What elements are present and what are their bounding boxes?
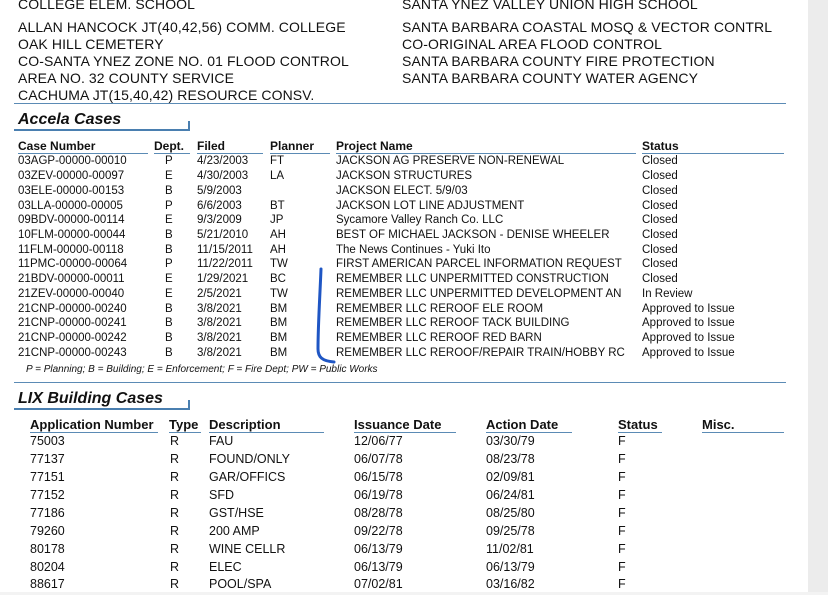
description: GST/HSE	[209, 506, 264, 520]
handwritten-bracket-mark	[300, 265, 340, 369]
filed-date: 11/22/2011	[197, 258, 253, 270]
case-number: 21CNP-00000-00242	[18, 332, 127, 344]
status: F	[618, 452, 626, 466]
planner: LA	[270, 170, 285, 182]
application-number: 75003	[30, 434, 65, 448]
project-name: The News Continues - Yuki Ito	[336, 244, 491, 256]
type: R	[170, 560, 180, 574]
status: Approved to Issue	[642, 347, 735, 359]
action-date: 09/25/78	[486, 524, 535, 538]
district-item: SANTA BARBARA COASTAL MOSQ & VECTOR CONTRL	[402, 19, 773, 35]
type: R	[170, 524, 180, 538]
planner: BM	[270, 347, 288, 359]
action-date: 08/25/80	[486, 506, 535, 520]
table-row	[0, 434, 808, 452]
case-number: 21BDV-00000-00011	[18, 273, 125, 285]
status: Closed	[642, 273, 678, 285]
type: R	[170, 488, 180, 502]
status: Closed	[642, 185, 678, 197]
col-status: Status	[642, 139, 679, 153]
issuance-date: 07/02/81	[354, 577, 403, 591]
dept: P	[165, 155, 173, 167]
dept: P	[165, 258, 173, 270]
header-underline	[197, 153, 263, 154]
dept: B	[165, 303, 173, 315]
col-type: Type	[169, 417, 199, 432]
header-underline	[30, 432, 158, 433]
planner: BC	[270, 273, 286, 285]
status: Closed	[642, 155, 678, 167]
status: Closed	[642, 200, 678, 212]
case-number: 10FLM-00000-00044	[18, 229, 126, 241]
status: Closed	[642, 244, 678, 256]
district-item: OAK HILL CEMETERY	[18, 36, 164, 52]
status: F	[618, 542, 626, 556]
filed-date: 3/8/2021	[197, 332, 242, 344]
header-underline	[702, 432, 784, 433]
application-number: 88617	[30, 577, 65, 591]
col-description: Description	[209, 417, 281, 432]
dept: P	[165, 200, 173, 212]
table-row	[0, 244, 808, 259]
action-date: 02/09/81	[486, 470, 535, 484]
status: F	[618, 434, 626, 448]
lix-title-underline	[14, 400, 190, 410]
col-dept: Dept.	[154, 139, 184, 153]
case-number: 03LLA-00000-00005	[18, 200, 123, 212]
case-number: 03ELE-00000-00153	[18, 185, 125, 197]
table-row	[0, 155, 808, 170]
description: FOUND/ONLY	[209, 452, 291, 466]
viewer-margin	[808, 0, 828, 592]
status: Closed	[642, 214, 678, 226]
table-row	[0, 214, 808, 229]
table-row	[0, 488, 808, 506]
status: Closed	[642, 170, 678, 182]
header-underline	[354, 432, 456, 433]
header-underline	[169, 432, 201, 433]
district-item: CO-SANTA YNEZ ZONE NO. 01 FLOOD CONTROL	[18, 53, 349, 69]
col-application-number: Application Number	[30, 417, 154, 432]
type: R	[170, 542, 180, 556]
description: WINE CELLR	[209, 542, 286, 556]
table-row	[0, 470, 808, 488]
table-row	[0, 258, 808, 273]
action-date: 06/24/81	[486, 488, 535, 502]
header-underline	[486, 432, 572, 433]
filed-date: 1/29/2021	[197, 273, 249, 285]
table-row	[0, 347, 808, 362]
status: F	[618, 524, 626, 538]
type: R	[170, 434, 180, 448]
application-number: 77152	[30, 488, 65, 502]
table-row	[0, 524, 808, 542]
col-issuance-date: Issuance Date	[354, 417, 442, 432]
lix-section-title: LIX Building Cases	[18, 390, 163, 407]
department-legend: P = Planning; B = Building; E = Enforcement; F = Fire Dept; PW = Public Works	[26, 364, 378, 375]
application-number: 80178	[30, 542, 65, 556]
table-row	[0, 288, 808, 303]
project-name: REMEMBER LLC UNPERMITTED CONSTRUCTION	[336, 273, 609, 285]
status: F	[618, 577, 626, 591]
status: Closed	[642, 258, 678, 270]
district-item: SANTA BARBARA COUNTY WATER AGENCY	[402, 70, 699, 86]
filed-date: 6/6/2003	[197, 200, 242, 212]
table-row	[0, 273, 808, 288]
issuance-date: 06/19/78	[354, 488, 403, 502]
section-divider	[14, 103, 786, 104]
dept: B	[165, 244, 173, 256]
type: R	[170, 577, 180, 591]
project-name: REMEMBER LLC REROOF ELE ROOM	[336, 303, 544, 315]
status: F	[618, 488, 626, 502]
table-row	[0, 332, 808, 347]
planner: BT	[270, 200, 285, 212]
dept: B	[165, 317, 173, 329]
filed-date: 5/9/2003	[197, 185, 242, 197]
action-date: 06/13/79	[486, 560, 535, 574]
dept: E	[165, 288, 173, 300]
header-underline	[270, 153, 330, 154]
planner: FT	[270, 155, 285, 167]
type: R	[170, 470, 180, 484]
dept: B	[165, 347, 173, 359]
header-underline	[209, 432, 324, 433]
accela-section-title: Accela Cases	[18, 111, 122, 128]
planner: AH	[270, 244, 286, 256]
issuance-date: 06/07/78	[354, 452, 403, 466]
project-name: FIRST AMERICAN PARCEL INFORMATION REQUEST	[336, 258, 622, 270]
district-item: ALLAN HANCOCK JT(40,42,56) COMM. COLLEGE	[18, 19, 346, 35]
planner: JP	[270, 214, 284, 226]
col-action-date: Action Date	[486, 417, 559, 432]
project-name: JACKSON STRUCTURES	[336, 170, 473, 182]
dept: B	[165, 332, 173, 344]
application-number: 77137	[30, 452, 65, 466]
table-row	[0, 303, 808, 318]
dept: E	[165, 273, 173, 285]
header-underline	[618, 432, 662, 433]
description: FAU	[209, 434, 234, 448]
project-name: BEST OF MICHAEL JACKSON - DENISE WHEELER	[336, 229, 610, 241]
col-planner: Planner	[270, 139, 315, 153]
dept: E	[165, 214, 173, 226]
dept: B	[165, 185, 173, 197]
action-date: 03/16/82	[486, 577, 535, 591]
planner: AH	[270, 229, 286, 241]
col-filed: Filed	[197, 139, 226, 153]
status: F	[618, 506, 626, 520]
issuance-date: 06/15/78	[354, 470, 403, 484]
case-number: 09BDV-00000-00114	[18, 214, 125, 226]
project-name: REMEMBER LLC REROOF TACK BUILDING	[336, 317, 570, 329]
table-row	[0, 542, 808, 560]
filed-date: 4/23/2003	[197, 155, 249, 167]
case-number: 03ZEV-00000-00097	[18, 170, 125, 182]
case-number: 11PMC-00000-00064	[18, 258, 128, 270]
district-item: AREA NO. 32 COUNTY SERVICE	[18, 70, 235, 86]
table-row	[0, 229, 808, 244]
header-underline	[642, 153, 784, 154]
status: In Review	[642, 288, 693, 300]
district-item: SANTA YNEZ VALLEY UNION HIGH SCHOOL	[402, 0, 698, 12]
dept: E	[165, 170, 173, 182]
table-row	[0, 185, 808, 200]
header-underline	[336, 153, 636, 154]
case-number: 21CNP-00000-00241	[18, 317, 127, 329]
action-date: 11/02/81	[486, 542, 534, 556]
project-name: JACKSON AG PRESERVE NON-RENEWAL	[336, 155, 565, 167]
table-row	[0, 317, 808, 332]
header-underline	[154, 153, 190, 154]
project-name: Sycamore Valley Ranch Co. LLC	[336, 214, 504, 226]
dept: B	[165, 229, 173, 241]
accela-title-underline	[14, 121, 190, 131]
project-name: REMEMBER LLC REROOF RED BARN	[336, 332, 542, 344]
filed-date: 4/30/2003	[197, 170, 249, 182]
project-name: REMEMBER LLC UNPERMITTED DEVELOPMENT AN	[336, 288, 622, 300]
case-number: 21CNP-00000-00240	[18, 303, 127, 315]
filed-date: 3/8/2021	[197, 347, 242, 359]
district-item: CACHUMA JT(15,40,42) RESOURCE CONSV.	[18, 87, 315, 103]
description: 200 AMP	[209, 524, 260, 538]
col-status: Status	[618, 417, 658, 432]
table-row	[0, 577, 808, 595]
status: Closed	[642, 229, 678, 241]
table-row	[0, 170, 808, 185]
issuance-date: 12/06/77	[354, 434, 403, 448]
col-misc: Misc.	[702, 417, 735, 432]
application-number: 77151	[30, 470, 65, 484]
description: SFD	[209, 488, 234, 502]
filed-date: 11/15/2011	[197, 244, 253, 256]
status: Approved to Issue	[642, 332, 735, 344]
table-row	[0, 452, 808, 470]
issuance-date: 09/22/78	[354, 524, 403, 538]
table-row	[0, 506, 808, 524]
issuance-date: 06/13/79	[354, 560, 403, 574]
filed-date: 3/8/2021	[197, 303, 242, 315]
filed-date: 2/5/2021	[197, 288, 242, 300]
application-number: 80204	[30, 560, 65, 574]
type: R	[170, 452, 180, 466]
description: POOL/SPA	[209, 577, 272, 591]
description: ELEC	[209, 560, 242, 574]
filed-date: 3/8/2021	[197, 317, 242, 329]
description: GAR/OFFICS	[209, 470, 286, 484]
filed-date: 9/3/2009	[197, 214, 242, 226]
issuance-date: 06/13/79	[354, 542, 403, 556]
planner: TW	[270, 258, 288, 270]
case-number: 11FLM-00000-00118	[18, 244, 124, 256]
header-underline	[18, 153, 148, 154]
col-project-name: Project Name	[336, 139, 413, 153]
district-item: COLLEGE ELEM. SCHOOL	[18, 0, 196, 12]
table-row	[0, 200, 808, 215]
planner: TW	[270, 288, 288, 300]
planner: BM	[270, 317, 288, 329]
case-number: 21ZEV-00000-00040	[18, 288, 125, 300]
section-divider	[14, 382, 786, 383]
project-name: JACKSON LOT LINE ADJUSTMENT	[336, 200, 525, 212]
status: Approved to Issue	[642, 317, 735, 329]
project-name: JACKSON ELECT. 5/9/03	[336, 185, 468, 197]
status: F	[618, 470, 626, 484]
status: Approved to Issue	[642, 303, 735, 315]
status: F	[618, 560, 626, 574]
table-row	[0, 560, 808, 578]
type: R	[170, 506, 180, 520]
project-name: REMEMBER LLC REROOF/REPAIR TRAIN/HOBBY RC	[336, 347, 625, 359]
action-date: 03/30/79	[486, 434, 535, 448]
application-number: 77186	[30, 506, 65, 520]
district-item: CO-ORIGINAL AREA FLOOD CONTROL	[402, 36, 662, 52]
action-date: 08/23/78	[486, 452, 535, 466]
application-number: 79260	[30, 524, 65, 538]
case-number: 21CNP-00000-00243	[18, 347, 127, 359]
district-item: SANTA BARBARA COUNTY FIRE PROTECTION	[402, 53, 715, 69]
case-number: 03AGP-00000-00010	[18, 155, 127, 167]
planner: BM	[270, 332, 288, 344]
col-case-number: Case Number	[18, 139, 96, 153]
issuance-date: 08/28/78	[354, 506, 403, 520]
planner: BM	[270, 303, 288, 315]
filed-date: 5/21/2010	[197, 229, 249, 241]
